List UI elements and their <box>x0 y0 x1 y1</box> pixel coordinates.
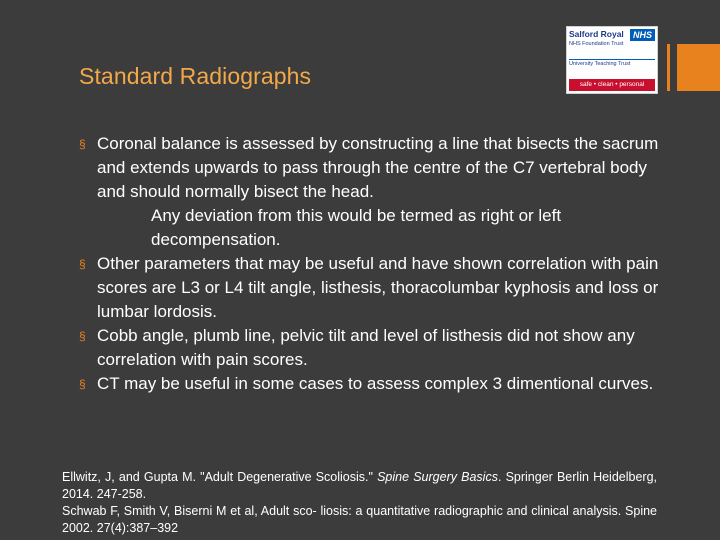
logo-tagline: University Teaching Trust <box>569 59 655 67</box>
references <box>62 469 657 537</box>
reference-1-journal: Spine Surgery Basics <box>377 470 498 484</box>
salford-royal-logo <box>566 26 658 94</box>
bullet-text: CT may be useful in some cases to assess complex 3 dimentional curves. <box>97 374 654 393</box>
logo-trust: NHS Foundation Trust <box>569 41 624 47</box>
accent-bar <box>667 44 670 91</box>
bullet-item <box>79 132 659 252</box>
bullet-marker: § <box>79 257 86 271</box>
bullet-item <box>79 372 659 396</box>
bullet-subtext: Any deviation from this would be termed as right or left decompensation. <box>151 206 562 249</box>
reference-2: Schwab F, Smith V, Biserni M et al, Adult sco- liosis: a quantitative radiographic and clinical analysis. Spine 2002. 27(4):387–392 <box>62 504 657 535</box>
reference-1 <box>62 469 657 503</box>
reference-1-prefix: Ellwitz, J, and Gupta M. "Adult Degenerative Scoliosis." <box>62 470 378 484</box>
bullet-item <box>79 252 659 324</box>
bullet-text: Coronal balance is assessed by constructing a line that bisects the sacrum and extends upwards to pass through the centre of the C7 vertebral body and should normally bisect the head. <box>97 134 659 201</box>
bullet-list <box>79 132 659 396</box>
accent-block <box>677 44 720 91</box>
bullet-marker: § <box>79 329 86 343</box>
slide-title: Standard Radiographs <box>79 63 312 89</box>
logo-motto: safe • clean • personal <box>569 79 655 91</box>
reference-1-suffix: . Springer Berlin Heidelberg, 2014. 247-258. <box>62 470 657 501</box>
bullet-marker: § <box>79 137 86 151</box>
logo-organization: Salford Royal <box>569 29 624 39</box>
bullet-text: Other parameters that may be useful and have shown correlation with pain scores are L3 or L4 tilt angle, listhesis, thoracolumbar kyphosis and loss or lumbar lordosis. <box>97 254 659 321</box>
bullet-text: Cobb angle, plumb line, pelvic tilt and level of listhesis did not show any correlation with pain scores. <box>97 326 635 369</box>
bullet-item <box>79 324 659 372</box>
nhs-badge: NHS <box>630 29 655 41</box>
bullet-marker: § <box>79 377 86 391</box>
